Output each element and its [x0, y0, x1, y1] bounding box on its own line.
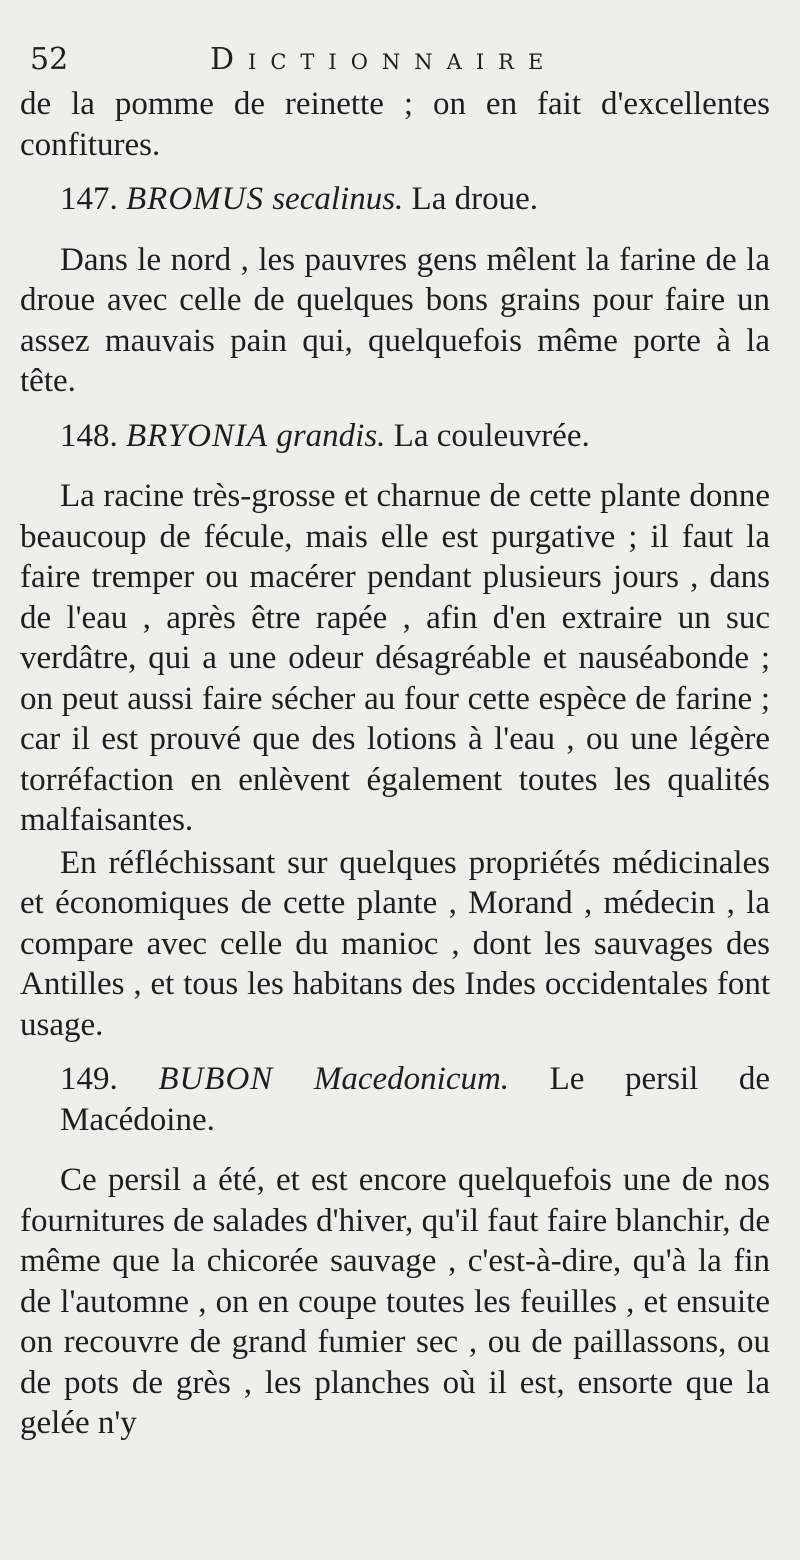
entry-paragraph: Ce persil a été, et est encore quelquefois une de nos fournitures de salades d'hiver, qu'il faut faire blanchir, de même que la chicorée sauvage , c'est-à-dire, qu'à la fin de l'automne , on en coupe toutes les feuilles , et ensuite on recouvre de grand fumier sec , ou de paillassons, ou de pots de grès , les planches où il est, ensorte que la gelée n'y — [20, 1162, 770, 1441]
entry-species: secalinus. — [272, 181, 404, 217]
continuation-paragraph: de la pomme de reinette ; on en fait d'excellentes confitures. — [20, 86, 770, 163]
running-head: Dictionnaire — [210, 42, 558, 77]
entry-heading-147 — [20, 179, 770, 220]
page-number: 52 — [30, 42, 69, 77]
entry-heading-149 — [20, 1059, 770, 1140]
entry-species: grandis. — [276, 417, 386, 454]
entry-species: Macedonicum. — [313, 1061, 510, 1097]
entry-genus: BROMUS — [126, 181, 264, 217]
entry-genus: BRYONIA — [126, 417, 269, 454]
page-header — [20, 36, 770, 96]
entry-common-name: Le persil de Macédoine. — [60, 1061, 771, 1138]
entry-number: 147. — [60, 181, 118, 217]
entry-number: 149. — [60, 1061, 118, 1097]
entry-paragraph: La racine très-grosse et charnue de cette plante donne beaucoup de fécule, mais elle est purgative ; il faut la faire tremper ou macérer pendant plusieurs jours , dans de l'eau , après être rapée , afin d'en extraire un suc verdâtre, qui a une odeur désagréable et nauséabonde ; on peut aussi faire sécher au four cette espèce de farine ; car il est prouvé que des lotions à l'eau , ou une légère torréfaction en enlèvent également toutes les qualités malfaisantes. — [20, 478, 770, 838]
entry-genus: BUBON — [158, 1061, 274, 1097]
page-body — [20, 84, 770, 1444]
entry-heading-148 — [20, 416, 770, 457]
entry-paragraph: Dans le nord , les pauvres gens mêlent la farine de la droue avec celle de quelques bons grains pour faire un assez mauvais pain qui, quelquefois même porte à la tête. — [20, 241, 770, 399]
entry-paragraph: En réfléchissant sur quelques propriétés médicinales et économiques de cette plante , Morand , médecin , la compare avec celle du manioc , dont les sauvages des Antilles , et tous les habitans des Indes occidentales font usage. — [20, 844, 770, 1043]
entry-common-name: La droue. — [411, 181, 538, 217]
entry-common-name: La couleuvrée. — [393, 417, 590, 454]
entry-number: 148. — [60, 417, 118, 454]
